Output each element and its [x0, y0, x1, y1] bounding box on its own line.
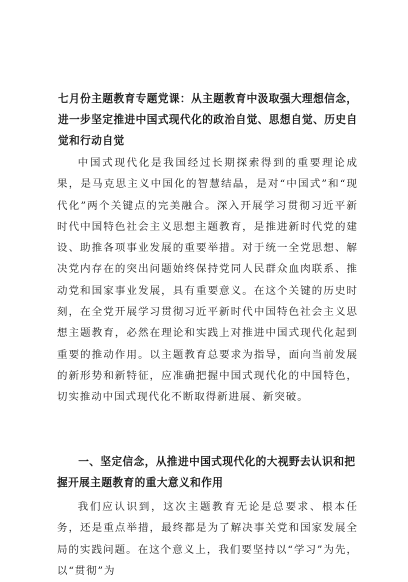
section-paragraph: 我们应认识到，这次主题教育无论是总要求、根本任务，还是重点举措，最终都是为了解决事关党和国家发展全局的实践问题。在这个意义上，我们要坚持以“学习”为先，以“贯彻”为: [57, 501, 358, 577]
section-heading: 一、坚定信念，从推进中国式现代化的大视野去认识和把握开展主题教育的重大意义和作用: [57, 456, 356, 489]
document-title: 七月份主题教育专题党课：从主题教育中汲取强大理想信念，进一步坚定推进中国式现代化的政治自觉、思想自觉、历史自觉和行动自觉: [58, 93, 358, 147]
body-paragraph: 中国式现代化是我国经过长期探索得到的重要理论成果，是马克思主义中国化的智慧结晶，是对“中国式”和“现代化”两个关键点的完美融合。深入开展学习贯彻习近平新时代中国特色社会主义思想主题教育，是推进新时代党的建设、助推各项事业发展的重要举措。对于统一全党思想、解决党内存在的突出问题始终保持党同人民群众血肉联系、推动党和国家事业发展，具有重要意义。在这个关键的历史时刻，在全党开展学习贯彻习近平新时代中国特色社会主义思想主题教育，必然在理论和实践上对推进中国式现代化起到重要的推动作用。以主题教育总要求为指导，面向当前发展的新形势和新特征，应准确把握中国式现代化的中国特色，切实推动中国式现代化不断取得新进展、新突破。: [57, 157, 358, 404]
